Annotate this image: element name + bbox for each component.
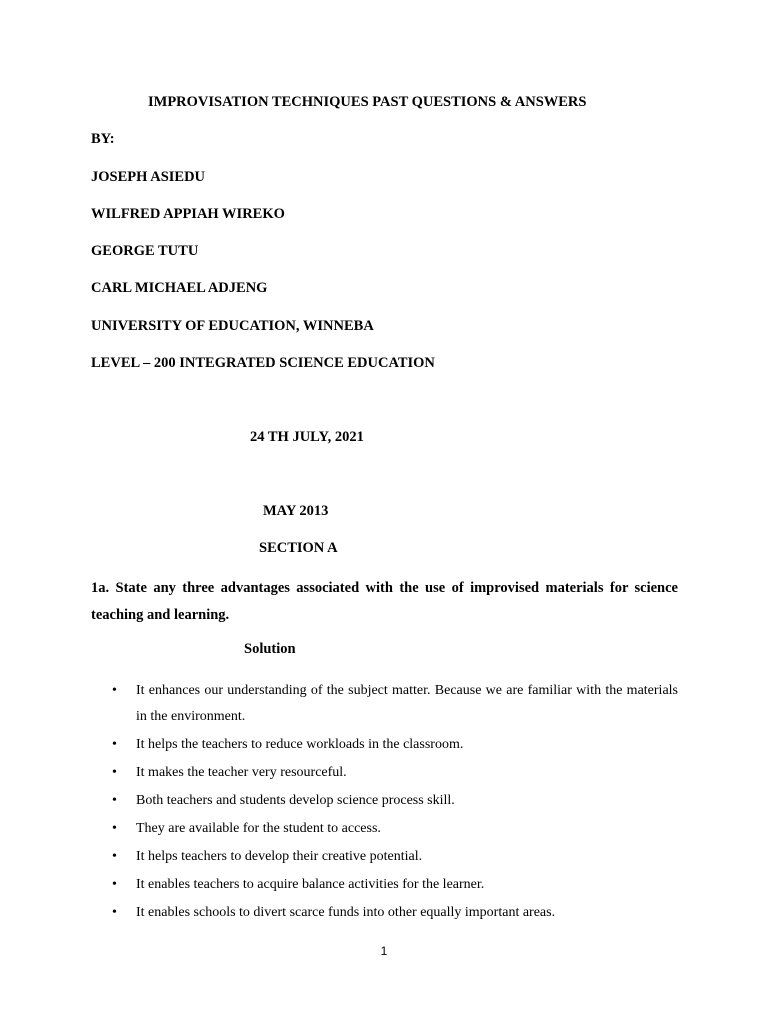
by-label: BY:: [91, 131, 115, 147]
bullet-icon: •: [112, 821, 117, 836]
answer-text: It enables schools to divert scarce funds into other equally important areas.: [136, 905, 556, 920]
answer-list: [112, 678, 678, 928]
exam-session: MAY 2013: [263, 503, 329, 519]
document-title: IMPROVISATION TECHNIQUES PAST QUESTIONS & ANSWERS: [148, 94, 587, 110]
list-item: [112, 788, 678, 814]
author-name: CARL MICHAEL ADJENG: [91, 280, 268, 296]
list-item: [112, 900, 678, 926]
bullet-icon: •: [112, 849, 117, 864]
list-item: [112, 732, 678, 758]
document-date: 24 TH JULY, 2021: [250, 429, 364, 445]
answer-text: It helps teachers to develop their creative potential.: [136, 849, 423, 864]
answer-text: It enables teachers to acquire balance activities for the learner.: [136, 877, 485, 892]
bullet-icon: •: [112, 877, 117, 892]
author-name: JOSEPH ASIEDU: [91, 169, 206, 185]
university-name: UNIVERSITY OF EDUCATION, WINNEBA: [91, 318, 374, 334]
bullet-icon: •: [112, 765, 117, 780]
author-name: WILFRED APPIAH WIREKO: [91, 206, 285, 222]
list-item: [112, 816, 678, 842]
answer-text: It enhances our understanding of the subject matter. Because we are familiar with the materials in the environment.: [136, 683, 678, 724]
answer-text: It makes the teacher very resourceful.: [136, 765, 347, 780]
list-item: [112, 678, 678, 730]
solution-heading: Solution: [244, 641, 296, 657]
level-info: LEVEL – 200 INTEGRATED SCIENCE EDUCATION: [91, 355, 435, 371]
section-heading: SECTION A: [259, 540, 338, 556]
bullet-icon: •: [112, 905, 117, 920]
answer-text: They are available for the student to access.: [136, 821, 381, 836]
list-item: [112, 872, 678, 898]
bullet-icon: •: [112, 737, 117, 752]
author-name: GEORGE TUTU: [91, 243, 199, 259]
page-number: 1: [380, 944, 388, 958]
answer-text: It helps the teachers to reduce workloads in the classroom.: [136, 737, 464, 752]
answer-text: Both teachers and students develop science process skill.: [136, 793, 455, 808]
list-item: [112, 844, 678, 870]
bullet-icon: •: [112, 793, 117, 808]
question-text: 1a. State any three advantages associated with the use of improvised materials for science teaching and learning.: [91, 580, 678, 623]
list-item: [112, 760, 678, 786]
bullet-icon: •: [112, 683, 117, 698]
